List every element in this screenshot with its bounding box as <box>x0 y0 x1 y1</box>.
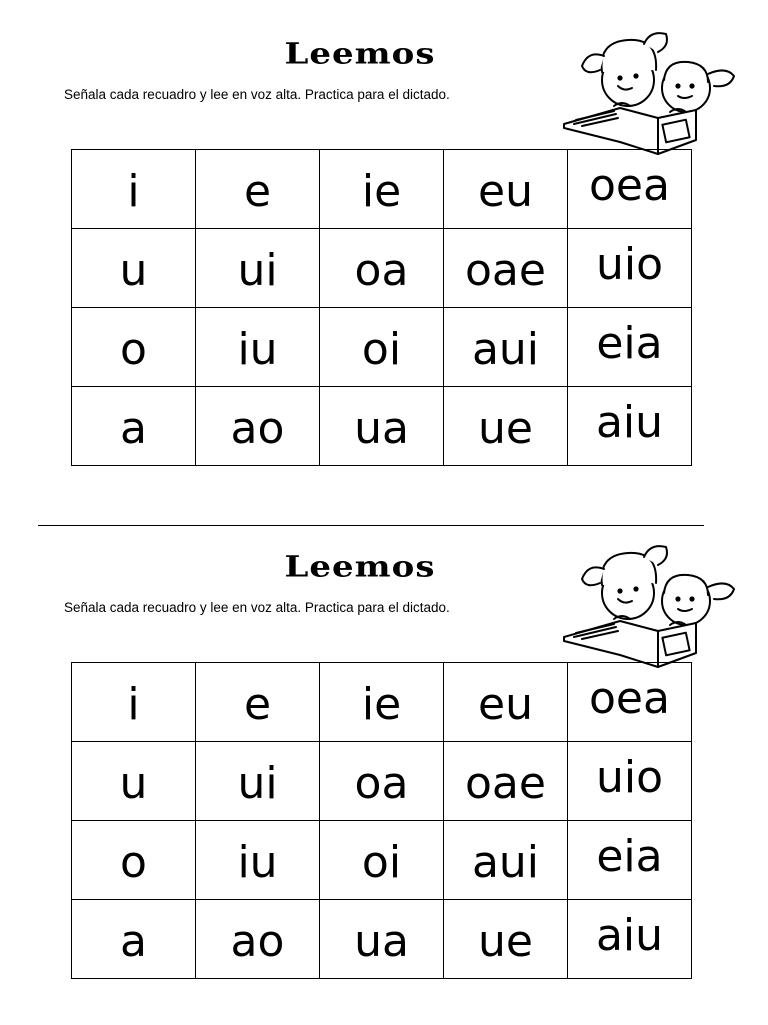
grid-row <box>72 742 692 821</box>
grid-cell[interactable]: ui <box>196 229 320 308</box>
grid-cell[interactable]: oea <box>568 150 692 229</box>
grid-cell[interactable]: ua <box>320 900 444 979</box>
children-reading-illustration <box>558 22 758 162</box>
grid-cell[interactable]: a <box>72 387 196 466</box>
grid-cell[interactable]: i <box>72 150 196 229</box>
grid-cell[interactable]: aui <box>444 308 568 387</box>
grid-cell[interactable]: e <box>196 150 320 229</box>
worksheet-1 <box>0 0 768 512</box>
grid-cell[interactable]: oa <box>320 229 444 308</box>
grid-cell[interactable]: i <box>72 663 196 742</box>
worksheet-title: Leemos <box>284 550 436 584</box>
worksheet-instruction: Señala cada recuadro y lee en voz alta. Practica para el dictado. <box>64 87 450 102</box>
syllable-grid <box>71 149 692 466</box>
grid-cell[interactable]: oa <box>320 742 444 821</box>
grid-cell[interactable]: e <box>196 663 320 742</box>
grid-cell[interactable]: u <box>72 229 196 308</box>
grid-row <box>72 229 692 308</box>
grid-cell[interactable]: eu <box>444 663 568 742</box>
grid-cell[interactable]: eia <box>568 821 692 900</box>
grid-cell[interactable]: eu <box>444 150 568 229</box>
syllable-grid <box>71 662 692 979</box>
grid-cell[interactable]: a <box>72 900 196 979</box>
grid-cell[interactable]: uio <box>568 742 692 821</box>
worksheet-2 <box>0 513 768 1025</box>
grid-cell[interactable]: oea <box>568 663 692 742</box>
grid-cell[interactable]: o <box>72 308 196 387</box>
grid-row <box>72 387 692 466</box>
grid-cell[interactable]: ao <box>196 387 320 466</box>
children-reading-illustration <box>558 535 758 675</box>
grid-cell[interactable]: ie <box>320 663 444 742</box>
grid-cell[interactable]: eia <box>568 308 692 387</box>
grid-cell[interactable]: oi <box>320 821 444 900</box>
grid-cell[interactable]: uio <box>568 229 692 308</box>
grid-cell[interactable]: o <box>72 821 196 900</box>
grid-cell[interactable]: iu <box>196 308 320 387</box>
grid-cell[interactable]: iu <box>196 821 320 900</box>
grid-row <box>72 663 692 742</box>
grid-cell[interactable]: ie <box>320 150 444 229</box>
grid-row <box>72 308 692 387</box>
grid-cell[interactable]: aiu <box>568 900 692 979</box>
grid-cell[interactable]: oae <box>444 229 568 308</box>
grid-cell[interactable]: u <box>72 742 196 821</box>
grid-cell[interactable]: aui <box>444 821 568 900</box>
worksheet-title: Leemos <box>284 37 436 71</box>
grid-row <box>72 150 692 229</box>
grid-cell[interactable]: aiu <box>568 387 692 466</box>
grid-cell[interactable]: ua <box>320 387 444 466</box>
grid-cell[interactable]: ui <box>196 742 320 821</box>
grid-row <box>72 821 692 900</box>
worksheet-instruction: Señala cada recuadro y lee en voz alta. Practica para el dictado. <box>64 600 450 615</box>
grid-row <box>72 900 692 979</box>
grid-cell[interactable]: ue <box>444 387 568 466</box>
grid-cell[interactable]: oae <box>444 742 568 821</box>
grid-cell[interactable]: oi <box>320 308 444 387</box>
grid-cell[interactable]: ue <box>444 900 568 979</box>
grid-cell[interactable]: ao <box>196 900 320 979</box>
